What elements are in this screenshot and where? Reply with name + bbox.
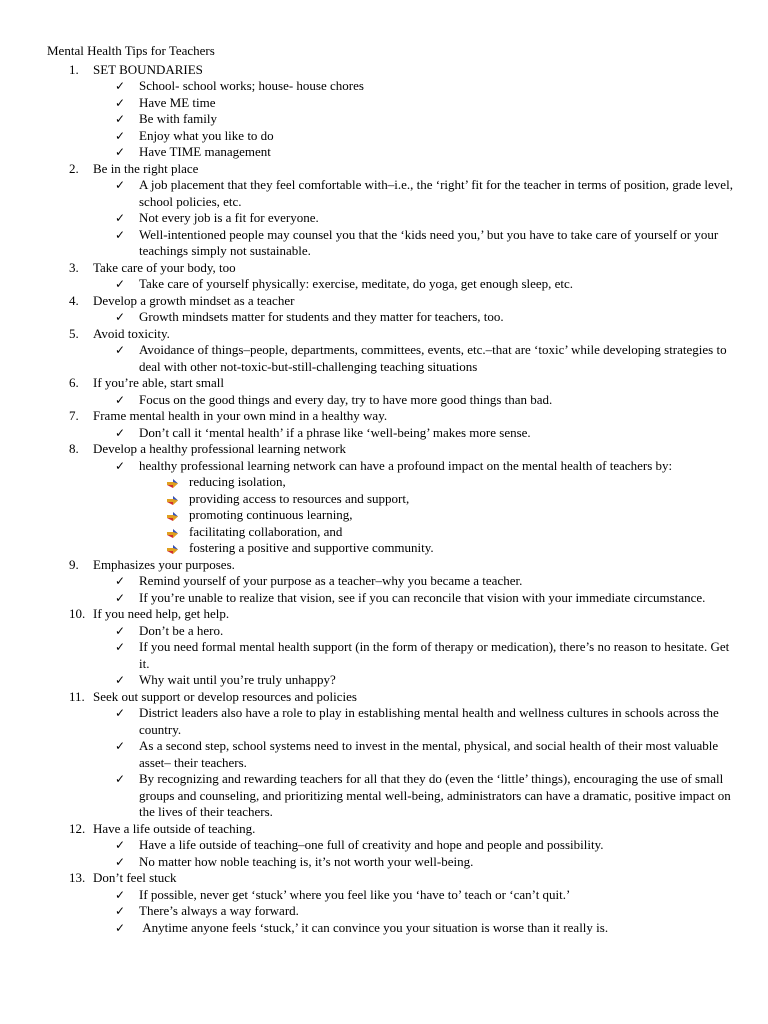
item-heading: Don’t feel stuck [93,870,177,885]
item-number: 6. [69,375,79,390]
arrow-bullet-icon [167,477,179,488]
item-heading: Frame mental health in your own mind in a healthy way. [93,408,388,423]
item-heading: Develop a healthy professional learning network [93,441,347,456]
checkmark-icon: ✓ [115,211,126,225]
list-item [47,260,737,293]
tip-text: Enjoy what you like to do [139,127,274,143]
list-item [47,821,737,871]
checkmark-icon: ✓ [115,772,126,786]
checkmark-icon: ✓ [115,95,126,110]
tip-text: If you need formal mental health support (in the form of therapy or medication), there’s no reason to hesitate. Get it. [139,639,733,671]
item-heading: Avoid toxicity. [93,325,170,341]
tip-text: Remind yourself of your purpose as a teacher–why you became a teacher. [139,573,523,588]
tip-text: School- school works; house- house chores [139,78,364,93]
tip-text: Well-intentioned people may counsel you that the ‘kids need you,’ but you have to take care of yourself or your teachings simply not sustainable. [139,226,722,258]
tip-item [93,458,737,557]
checkmark-icon: ✓ [115,673,126,687]
tip-item [93,309,737,326]
list-item [47,689,737,821]
tip-list [93,837,737,870]
item-heading: SET BOUNDARIES [93,61,203,77]
tip-text: A job placement that they feel comfortable with–i.e., the ‘right’ fit for the teacher in terms of position, grade level, school policies, etc. [139,177,737,209]
item-number: 8. [69,441,79,456]
tip-text: District leaders also have a role to play in establishing mental health and wellness cultures in schools across the country. [139,705,723,737]
tip-list [93,623,737,689]
checkmark-icon: ✓ [115,920,126,935]
list-item [47,326,737,376]
list-item [47,441,737,557]
tip-list [93,276,737,293]
tip-item [93,227,737,260]
item-heading: If you need help, get help. [93,606,230,621]
arrow-bullet-icon [167,543,179,554]
checkmark-icon: ✓ [115,128,126,143]
tip-list [93,342,737,375]
sub-item-text: facilitating collaboration, and [189,523,343,539]
arrow-bullet-icon [167,527,179,538]
item-number: 3. [69,259,79,275]
tip-item [93,276,737,293]
tip-item [93,672,737,689]
item-number: 4. [69,292,79,308]
checkmark-icon: ✓ [115,904,126,918]
tip-item [93,854,737,871]
tip-text: Have TIME management [139,144,271,159]
tip-text: Anytime anyone feels ‘stuck,’ it can convince you your situation is worse than it really is. [139,919,609,935]
sub-item [93,507,737,524]
checkmark-icon: ✓ [115,640,126,654]
arrow-bullet-icon [167,510,179,521]
item-heading: Emphasizes your purposes. [93,556,235,572]
checkmark-icon: ✓ [115,590,126,605]
item-number: 9. [69,556,79,572]
tip-list [93,458,737,557]
tip-text: Be with family [139,111,217,126]
checkmark-icon: ✓ [115,425,126,440]
tip-list [93,177,737,260]
item-heading: If you’re able, start small [93,375,225,390]
checkmark-icon: ✓ [115,392,126,407]
item-number: 12. [69,820,86,836]
item-number: 13. [69,870,86,885]
tip-text: Why wait until you’re truly unhappy? [139,672,336,687]
tip-text: If possible, never get ‘stuck’ where you feel like you ‘have to’ teach or ‘can’t quit.’ [139,886,571,902]
item-heading: Have a life outside of teaching. [93,820,256,836]
tip-item [93,111,737,128]
sub-list [139,474,737,557]
checkmark-icon: ✓ [115,706,126,720]
sub-item [93,524,737,541]
tip-list [93,392,737,409]
tip-item [93,425,737,442]
list-item [47,293,737,326]
tip-list [93,425,737,442]
tip-list [93,573,737,606]
tip-item [93,590,737,607]
item-heading: Take care of your body, too [93,259,236,275]
item-number: 7. [69,408,79,423]
checkmark-icon: ✓ [115,458,126,473]
checkmark-icon: ✓ [115,574,126,588]
tip-text: By recognizing and rewarding teachers for all that they do (even the ‘little’ things), encouraging the use of small groups and counseling, and prioritizing mental well-being, administrators can have a dramatic, positive impact on the lives of their teachers. [139,771,734,819]
checkmark-icon: ✓ [115,854,126,869]
checkmark-icon: ✓ [115,887,126,902]
tip-item [93,887,737,904]
tip-item [93,837,737,854]
tip-item [93,78,737,95]
sub-item-text: promoting continuous learning, [189,507,353,522]
tip-item [93,210,737,227]
tip-text: Not every job is a fit for everyone. [139,210,319,225]
list-item [47,557,737,607]
document-title: Mental Health Tips for Teachers [47,43,215,58]
checkmark-icon: ✓ [115,277,126,291]
list-item [47,375,737,408]
tip-item [93,705,737,738]
checkmark-icon: ✓ [115,79,126,93]
list-item [47,408,737,441]
checkmark-icon: ✓ [115,145,126,159]
tip-item [93,392,737,409]
tip-item [93,95,737,112]
tip-list [93,887,737,937]
sub-item [93,474,737,491]
tip-item [93,144,737,161]
tip-text: healthy professional learning network can have a profound impact on the mental health of teachers by: [139,457,673,473]
list-item [47,62,737,161]
checkmark-icon: ✓ [115,623,126,638]
sub-item [93,540,737,557]
sub-item-text: reducing isolation, [189,474,286,489]
tip-text: Growth mindsets matter for students and they matter for teachers, too. [139,309,504,324]
tip-text: There’s always a way forward. [139,903,299,918]
document [47,43,737,936]
item-number: 5. [69,325,79,341]
tip-text: No matter how noble teaching is, it’s not worth your well-being. [139,853,474,869]
checkmark-icon: ✓ [115,739,126,753]
tip-item [93,738,737,771]
sub-item-text: providing access to resources and support, [189,490,410,506]
sub-item-text: fostering a positive and supportive community. [189,540,434,555]
item-number: 2. [69,160,79,176]
tip-text: Avoidance of things–people, departments, committees, events, etc.–that are ‘toxic’ while developing strategies to deal with other not-toxic-but-still-challenging teaching situations [139,342,730,374]
item-number: 1. [69,61,79,77]
checkmark-icon: ✓ [115,178,126,192]
checkmark-icon: ✓ [115,343,126,357]
tip-item [93,771,737,821]
item-heading: Develop a growth mindset as a teacher [93,292,295,308]
tip-text: Take care of yourself physically: exercise, meditate, do yoga, get enough sleep, etc. [139,276,574,291]
tip-text: If you’re unable to realize that vision, see if you can reconcile that vision with your immediate circumstance. [139,589,706,605]
tip-text: As a second step, school systems need to invest in the mental, physical, and social health of their most valuable asset– their teachers. [139,738,722,770]
checkmark-icon: ✓ [115,112,126,126]
tip-item [93,920,737,937]
list-item [47,870,737,936]
checkmark-icon: ✓ [115,838,126,852]
list-item [47,606,737,689]
item-heading: Be in the right place [93,160,199,176]
arrow-bullet-icon [167,494,179,505]
tip-list [93,78,737,161]
tip-text: Don’t call it ‘mental health’ if a phrase like ‘well-being’ makes more sense. [139,424,531,440]
item-number: 10. [69,606,86,621]
tip-item [93,128,737,145]
tip-item [93,639,737,672]
tip-text: Have ME time [139,94,216,110]
item-heading: Seek out support or develop resources and policies [93,688,357,704]
tip-item [93,623,737,640]
tip-text: Don’t be a hero. [139,622,224,638]
tips-list [47,62,737,937]
tip-text: Focus on the good things and every day, try to have more good things than bad. [139,391,553,407]
tip-list [93,309,737,326]
tip-item [93,177,737,210]
tip-item [93,342,737,375]
item-number: 11. [69,688,85,704]
tip-list [93,705,737,821]
tip-item [93,573,737,590]
list-item [47,161,737,260]
checkmark-icon: ✓ [115,310,126,324]
tip-text: Have a life outside of teaching–one full of creativity and hope and people and possibility. [139,837,604,852]
sub-item [93,491,737,508]
tip-item [93,903,737,920]
checkmark-icon: ✓ [115,227,126,242]
